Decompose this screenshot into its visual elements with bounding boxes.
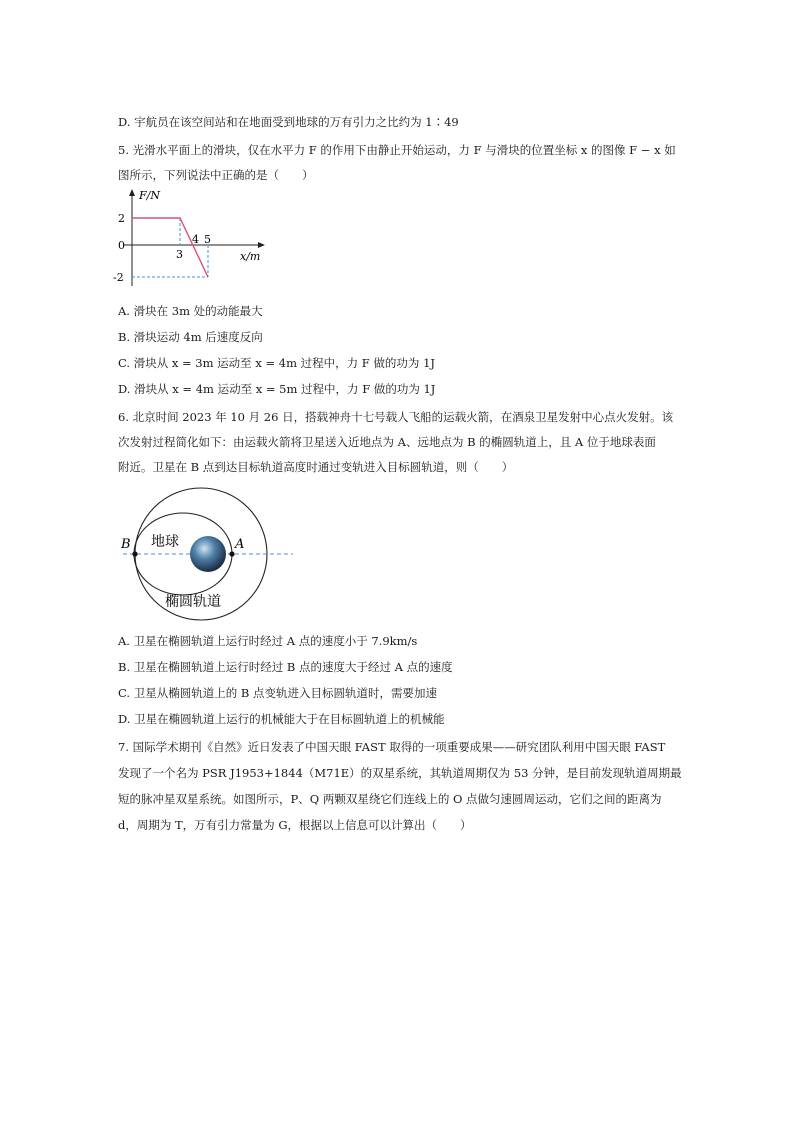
q6-label-b: B [121, 537, 131, 552]
q5-tick-x-4: 4 [192, 233, 199, 246]
q6-option-d: D. 卫星在椭圆轨道上运行的机械能大于在目标圆轨道上的机械能 [118, 712, 445, 726]
q6-point-a [229, 551, 234, 556]
q5-stem-line2: 图所示，下列说法中正确的是（ ） [118, 168, 314, 182]
q6-option-a: A. 卫星在椭圆轨道上运行时经过 A 点的速度小于 7.9km/s [118, 634, 418, 648]
q5-tick-y-zero: 0 [118, 239, 125, 252]
q5-option-d: D. 滑块从 x = 4m 运动至 x = 5m 过程中，力 F 做的功为 1J [118, 382, 436, 396]
q6-label-a: A [235, 537, 245, 552]
q5-y-axis-label: F/N [139, 189, 160, 202]
q6-label-earth: 地球 [151, 534, 179, 550]
q6-stem-line3: 附近。卫星在 B 点到达目标轨道高度时通过变轨进入目标圆轨道，则（ ） [118, 460, 514, 474]
q6-label-ellipse: 椭圆轨道 [165, 594, 221, 610]
earth-icon [190, 536, 226, 572]
q6-orbit-diagram [115, 488, 305, 618]
q7-stem-line1: 7. 国际学术期刊《自然》近日发表了中国天眼 FAST 取得的一项重要成果——研究团队利用中国天眼 FAST [118, 740, 666, 754]
q4-option-d: D. 宇航员在该空间站和在地面受到地球的万有引力之比约为 1∶49 [118, 115, 459, 129]
q5-stem-line1: 5. 光滑水平面上的滑块，仅在水平力 F 的作用下由静止开始运动，力 F 与滑块的位置坐标 x 的图像 F − x 如 [118, 143, 676, 157]
q6-stem-line1: 6. 北京时间 2023 年 10 月 26 日，搭载神舟十七号载人飞船的运载火箭，在酒泉卫星发射中心点火发射。该 [118, 410, 674, 424]
q5-force-line [132, 218, 208, 277]
q7-stem-line2: 发现了一个名为 PSR J1953+1844（M71E）的双星系统，其轨道周期仅为 53 分钟，是目前发现轨道周期最 [118, 766, 682, 780]
q7-stem-line4: d，周期为 T，万有引力常量为 G，根据以上信息可以计算出（ ） [118, 818, 472, 832]
q5-option-b: B. 滑块运动 4m 后速度反向 [118, 330, 263, 344]
q5-option-c: C. 滑块从 x = 3m 运动至 x = 4m 过程中，力 F 做的功为 1J [118, 356, 436, 370]
q5-tick-y-top: 2 [118, 212, 125, 225]
q7-stem-line3: 短的脉冲星双星系统。如图所示，P、Q 两颗双星绕它们连线上的 O 点做匀速圆周运动，它们之间的距离为 [118, 792, 662, 806]
q6-stem-line2: 次发射过程简化如下：由运载火箭将卫星送入近地点为 A、远地点为 B 的椭圆轨道上，且 A 位于地球表面 [118, 435, 656, 449]
q5-tick-x-5: 5 [204, 233, 211, 246]
q5-tick-x-3: 3 [176, 248, 183, 261]
q5-option-a: A. 滑块在 3m 处的动能最大 [118, 304, 263, 318]
q6-point-b [132, 551, 137, 556]
q5-x-axis-label: x/m [240, 250, 261, 263]
q6-option-c: C. 卫星从椭圆轨道上的 B 点变轨进入目标圆轨道时，需要加速 [118, 686, 437, 700]
q5-tick-y-bottom: -2 [113, 271, 124, 284]
q6-option-b: B. 卫星在椭圆轨道上运行时经过 B 点的速度大于经过 A 点的速度 [118, 660, 453, 674]
q5-force-position-graph [112, 186, 272, 296]
